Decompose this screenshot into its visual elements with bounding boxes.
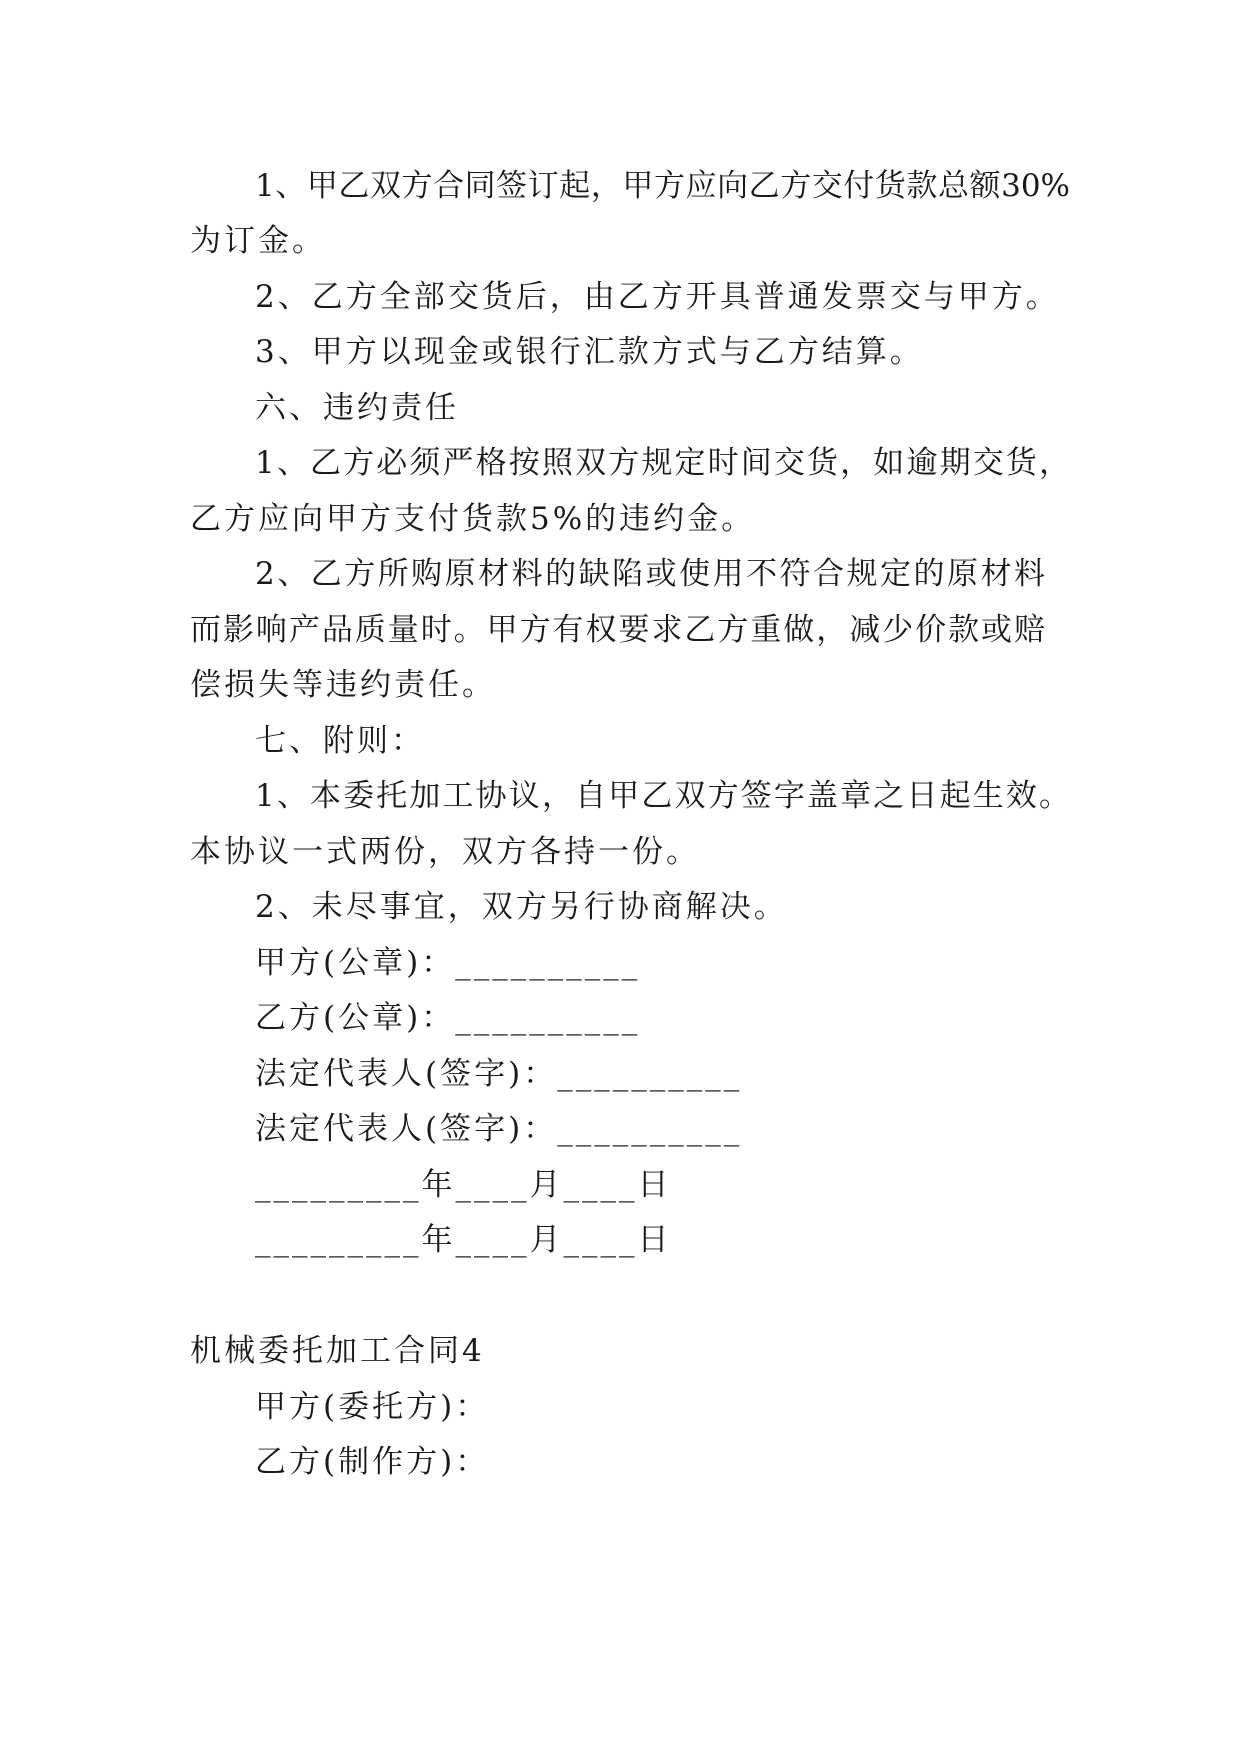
- section-heading-7: 七、附则：: [255, 723, 425, 759]
- clause-7-2: 2、未尽事宜，双方另行协商解决。: [255, 889, 788, 925]
- clause-6-2-line-2: 而影响产品质量时。甲方有权要求乙方重做，减少价款或赔: [190, 612, 1045, 648]
- clause-5-1-line-2: 为订金。: [190, 223, 326, 259]
- date-field-b: _________年____月____日: [255, 1222, 672, 1258]
- section-heading-6: 六、违约责任: [255, 390, 459, 426]
- legal-rep-a-signature-field: 法定代表人(签字)：__________: [255, 1056, 743, 1092]
- clause-6-1-line-2: 乙方应向甲方支付货款5%的违约金。: [190, 501, 756, 537]
- clause-6-2-line-3: 偿损失等违约责任。: [190, 667, 496, 703]
- clause-6-1-line-1: 1、乙方必须严格按照双方规定时间交货，如逾期交货，: [255, 445, 1070, 481]
- party-a-seal-field: 甲方(公章)：__________: [255, 945, 641, 981]
- clause-7-1-line-1: 1、本委托加工协议，自甲乙双方签字盖章之日起生效。: [255, 778, 1070, 814]
- clause-5-2: 2、乙方全部交货后，由乙方开具普通发票交与甲方。: [255, 279, 1060, 315]
- clause-7-1-line-2: 本协议一式两份，双方各持一份。: [190, 834, 700, 870]
- clause-5-1-line-1: 1、甲乙双方合同签订起，甲方应向乙方交付货款总额30%: [255, 168, 1070, 204]
- legal-rep-b-signature-field: 法定代表人(签字)：__________: [255, 1111, 743, 1147]
- clause-6-2-line-1: 2、乙方所购原材料的缺陷或使用不符合规定的原材料: [255, 556, 1045, 592]
- clause-5-3: 3、甲方以现金或银行汇款方式与乙方结算。: [255, 334, 924, 370]
- next-contract-title: 机械委托加工合同4: [190, 1333, 485, 1369]
- next-contract-party-b: 乙方(制作方)：: [255, 1444, 490, 1480]
- date-field-a: _________年____月____日: [255, 1167, 672, 1203]
- next-contract-party-a: 甲方(委托方)：: [255, 1389, 490, 1425]
- party-b-seal-field: 乙方(公章)：__________: [255, 1000, 641, 1036]
